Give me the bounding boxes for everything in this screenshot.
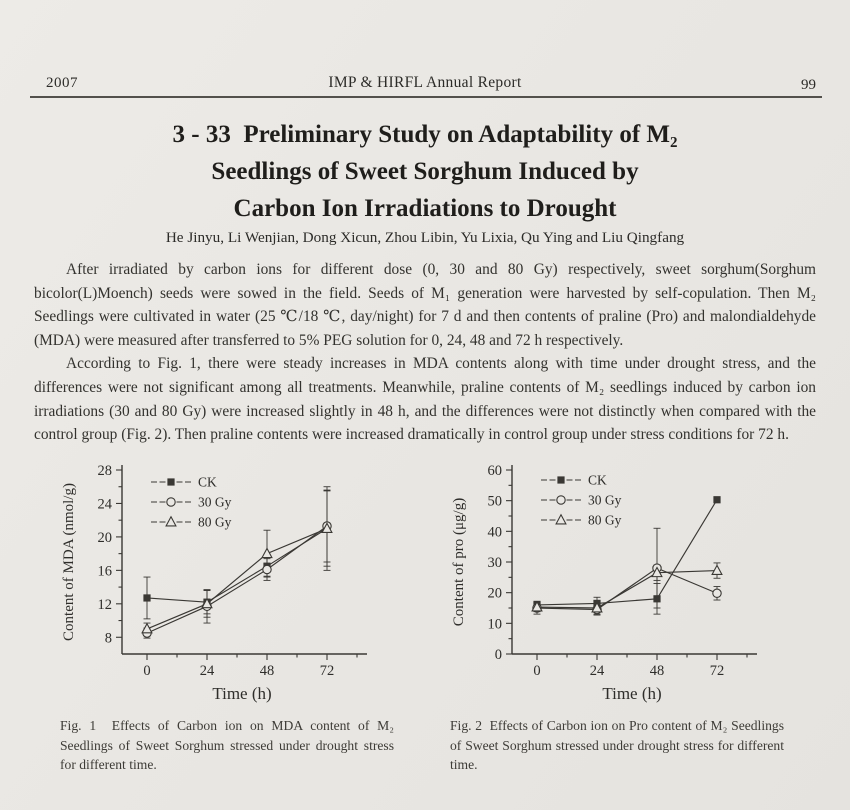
series-markers — [532, 496, 722, 614]
legend — [541, 473, 622, 528]
header-year: 2007 — [46, 75, 78, 91]
svg-text:40: 40 — [487, 524, 502, 541]
triangle-marker — [262, 548, 272, 557]
header-rule — [30, 96, 822, 98]
svg-text:20: 20 — [487, 585, 502, 602]
axis-ticks — [506, 470, 747, 660]
svg-text:48: 48 — [259, 663, 275, 679]
mda-line-chart — [56, 456, 396, 708]
svg-text:16: 16 — [97, 563, 112, 580]
series-line — [537, 568, 717, 609]
error-bars — [144, 487, 331, 638]
svg-text:72: 72 — [319, 663, 335, 679]
square-marker — [167, 478, 174, 485]
triangle-marker — [556, 515, 566, 524]
svg-text:24: 24 — [589, 663, 605, 679]
circle-marker — [263, 565, 271, 573]
series-line — [147, 529, 327, 629]
x-axis-label: Time (h) — [602, 684, 662, 703]
circle-marker — [713, 589, 721, 597]
circle-marker — [557, 496, 565, 504]
svg-text:10: 10 — [487, 616, 502, 633]
axes — [512, 465, 757, 654]
svg-text:0: 0 — [494, 647, 502, 663]
legend-label: 30 Gy — [588, 492, 622, 508]
square-marker — [143, 594, 150, 601]
pro-line-chart — [446, 456, 786, 708]
svg-text:8: 8 — [104, 630, 112, 647]
legend-label: 30 Gy — [198, 494, 232, 510]
header-page-number: 99 — [801, 77, 816, 93]
svg-text:30: 30 — [487, 555, 502, 571]
y-axis-label: Content of MDA (nmol/g) — [61, 483, 77, 641]
svg-text:24: 24 — [199, 663, 215, 679]
header-journal-title: IMP & HIRFL Annual Report — [328, 74, 522, 91]
svg-text:48: 48 — [649, 663, 665, 679]
legend-label: CK — [588, 472, 607, 488]
svg-text:28: 28 — [97, 463, 112, 479]
authors-line: He Jinyu, Li Wenjian, Dong Xicun, Zhou Libin, Yu Lixia, Qu Ying and Liu Qingfang — [165, 229, 685, 246]
paragraph-2: According to Fig. 1, there were steady increases in MDA contents along with time under drought stress, and the differences were not significant among all treatments. Meanwhile, praline contents of M₂ seedlings induced by carbon ion irradiations (30 and 80 Gy) were increased slightly in 48 h, and the differences were not distinctly when compared with the control group (Fig. 2). Then praline contents were increased dramatically in control group under stress conditions for 72 h. — [34, 355, 816, 444]
figure-1-caption: Fig. 1 Effects of Carbon ion on MDA content of M₂ Seedlings of Sweet Sorghum stressed under drought stress for different time. — [60, 718, 394, 772]
legend-label: CK — [198, 474, 217, 490]
legend-label: 80 Gy — [198, 514, 232, 530]
series-markers — [142, 522, 332, 637]
triangle-marker — [166, 517, 176, 526]
axis-ticks — [116, 470, 357, 660]
article-title — [55, 116, 795, 227]
svg-text:60: 60 — [487, 463, 502, 479]
figure-2 — [446, 456, 792, 775]
paragraph-1: After irradiated by carbon ions for different dose (0, 30 and 80 Gy) respectively, sweet sorghum(Sorghum bicolor(L)Moench) seeds were sowed in the field. Seeds of M₁ generation were harvested by self-copulation. Then M₂ Seedlings were cultivated in water (25 ℃/18 ℃, day/night) for 7 d and then contents of praline (Pro) and malondialdehyde (MDA) were measured after transferred to 5% PEG solution for 0, 24, 48 and 72 h respectively. — [34, 261, 816, 349]
svg-text:24: 24 — [97, 496, 112, 513]
square-marker — [653, 595, 660, 602]
square-marker — [713, 496, 720, 503]
article-title-line-3: Carbon Ion Irradiations to Drought — [233, 195, 617, 222]
legend — [151, 475, 232, 530]
svg-text:12: 12 — [97, 596, 112, 613]
svg-text:72: 72 — [709, 663, 725, 679]
y-axis-label: Content of pro (μg/g) — [451, 497, 467, 627]
square-marker — [557, 476, 564, 483]
circle-marker — [167, 498, 175, 506]
svg-text:20: 20 — [97, 529, 112, 546]
svg-text:0: 0 — [533, 663, 541, 679]
axes — [122, 465, 367, 654]
figure-2-caption: Fig. 2 Effects of Carbon ion on Pro content of M₂ Seedlings of Sweet Sorghum stressed under drought stress for different time. — [450, 718, 784, 772]
svg-text:50: 50 — [487, 493, 502, 510]
legend-label: 80 Gy — [588, 512, 622, 528]
triangle-marker — [712, 565, 722, 574]
article-title-line-2: Seedlings of Sweet Sorghum Induced by — [211, 158, 639, 185]
x-axis-label: Time (h) — [212, 684, 272, 703]
figure-1 — [56, 456, 402, 775]
article-title-line-1: 3 - 33 Preliminary Study on Adaptability of M₂ — [172, 121, 678, 148]
svg-text:0: 0 — [143, 663, 151, 679]
article-body — [34, 258, 816, 447]
